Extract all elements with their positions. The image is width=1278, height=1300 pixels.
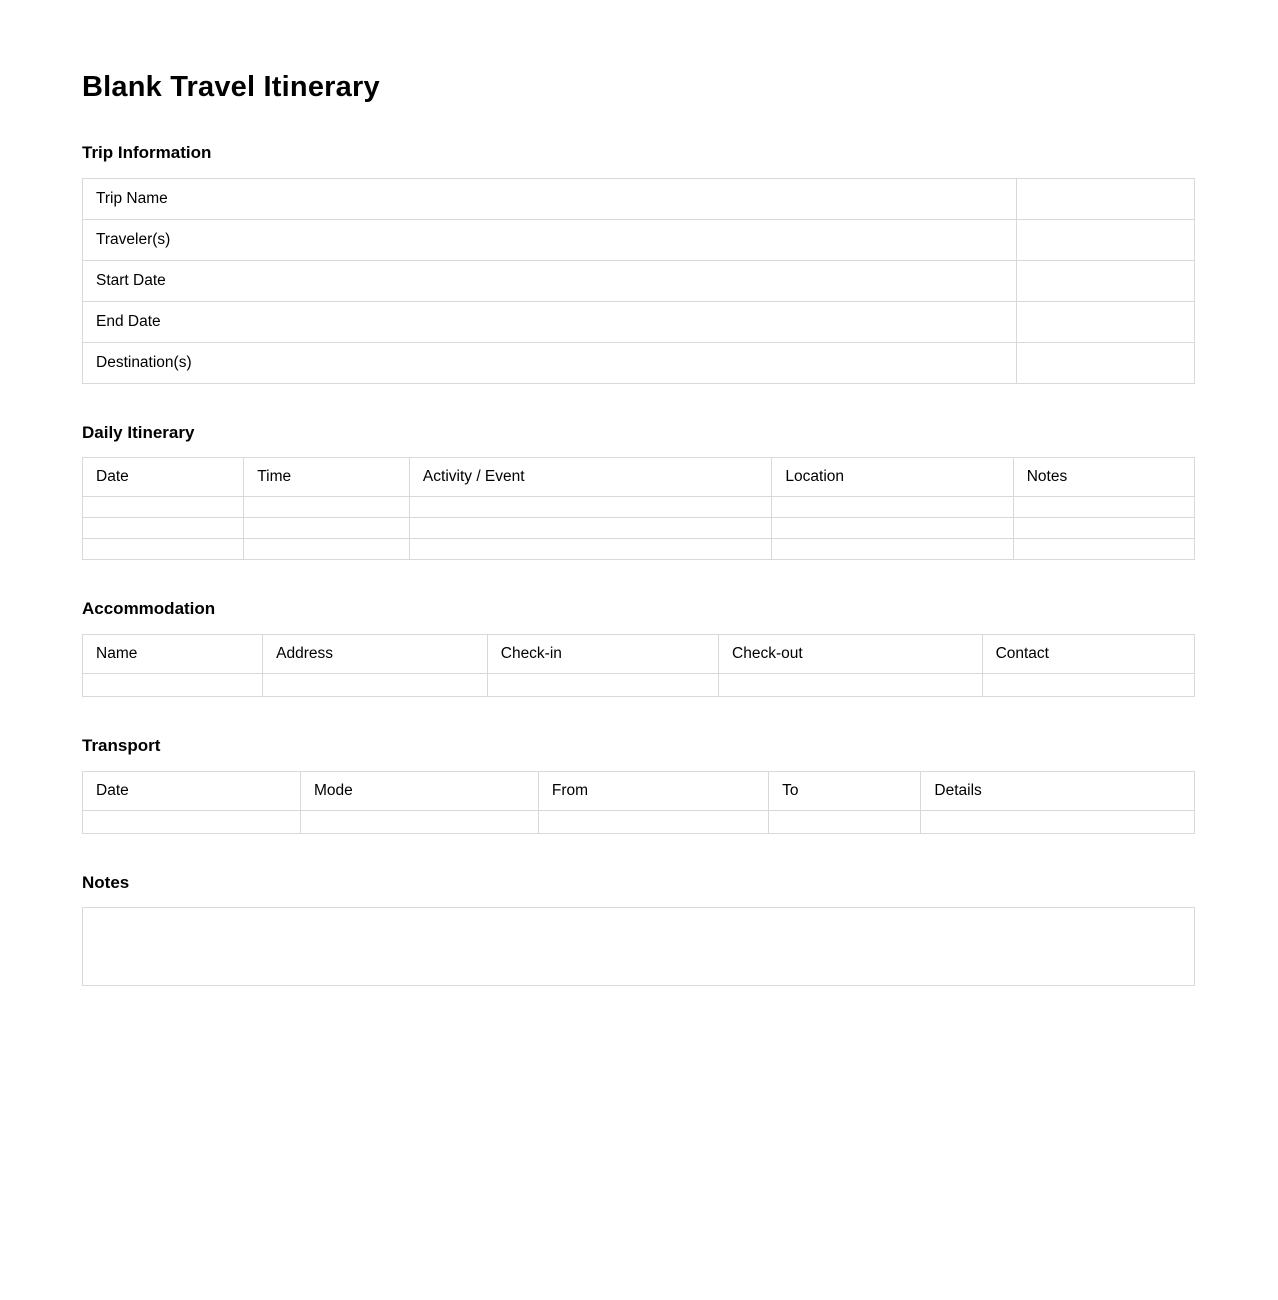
end-date-value-cell xyxy=(1017,301,1195,342)
column-header-details: Details xyxy=(921,771,1195,810)
notes-box xyxy=(82,907,1195,986)
empty-cell xyxy=(244,539,410,560)
column-header-date: Date xyxy=(83,771,301,810)
empty-cell xyxy=(83,518,244,539)
empty-cell xyxy=(409,539,772,560)
empty-cell xyxy=(263,673,488,696)
column-header-check-out: Check-out xyxy=(719,634,983,673)
start-date-value-cell xyxy=(1017,260,1195,301)
empty-cell xyxy=(772,539,1013,560)
travelers-label: Traveler(s) xyxy=(83,219,1017,260)
empty-cell xyxy=(772,497,1013,518)
start-date-label: Start Date xyxy=(83,260,1017,301)
table-row xyxy=(83,178,1195,219)
empty-cell xyxy=(982,673,1194,696)
column-header-mode: Mode xyxy=(300,771,538,810)
section-heading-trip-information: Trip Information xyxy=(82,142,212,162)
column-header-address: Address xyxy=(263,634,488,673)
section-heading-transport: Transport xyxy=(82,735,161,755)
end-date-label: End Date xyxy=(83,301,1017,342)
section-heading-daily-itinerary: Daily Itinerary xyxy=(82,422,195,442)
empty-table-row xyxy=(83,539,1195,560)
empty-cell xyxy=(244,497,410,518)
empty-table-row xyxy=(83,810,1195,833)
daily-itinerary-table xyxy=(82,457,1195,560)
column-header-time: Time xyxy=(244,458,410,497)
empty-table-row xyxy=(83,673,1195,696)
trip-name-label: Trip Name xyxy=(83,178,1017,219)
column-header-date: Date xyxy=(83,458,244,497)
trip-name-value-cell xyxy=(1017,178,1195,219)
destinations-value-cell xyxy=(1017,342,1195,383)
empty-cell xyxy=(300,810,538,833)
column-header-contact: Contact xyxy=(982,634,1194,673)
empty-cell xyxy=(409,497,772,518)
column-header-activity-event: Activity / Event xyxy=(409,458,772,497)
column-header-to: To xyxy=(769,771,921,810)
table-row xyxy=(83,301,1195,342)
table-row xyxy=(83,342,1195,383)
page-title: Blank Travel Itinerary xyxy=(82,71,380,103)
table-row xyxy=(83,260,1195,301)
empty-cell xyxy=(409,518,772,539)
empty-cell xyxy=(83,673,263,696)
table-header-row xyxy=(83,634,1195,673)
transport-table xyxy=(82,771,1195,834)
trip-information-table xyxy=(82,178,1195,384)
destinations-label: Destination(s) xyxy=(83,342,1017,383)
table-row xyxy=(83,219,1195,260)
empty-cell xyxy=(244,518,410,539)
empty-cell xyxy=(719,673,983,696)
empty-cell xyxy=(769,810,921,833)
column-header-location: Location xyxy=(772,458,1013,497)
column-header-from: From xyxy=(538,771,768,810)
empty-cell xyxy=(1013,518,1194,539)
empty-cell xyxy=(83,810,301,833)
table-header-row xyxy=(83,771,1195,810)
travelers-value-cell xyxy=(1017,219,1195,260)
empty-cell xyxy=(772,518,1013,539)
empty-cell xyxy=(1013,497,1194,518)
empty-cell xyxy=(83,539,244,560)
column-header-notes: Notes xyxy=(1013,458,1194,497)
accommodation-table xyxy=(82,634,1195,697)
section-heading-accommodation: Accommodation xyxy=(82,599,216,619)
empty-cell xyxy=(921,810,1195,833)
empty-cell xyxy=(538,810,768,833)
empty-table-row xyxy=(83,497,1195,518)
column-header-check-in: Check-in xyxy=(487,634,718,673)
section-heading-notes: Notes xyxy=(82,872,130,892)
empty-cell xyxy=(1013,539,1194,560)
table-header-row xyxy=(83,458,1195,497)
column-header-name: Name xyxy=(83,634,263,673)
empty-cell xyxy=(487,673,718,696)
empty-cell xyxy=(83,497,244,518)
empty-table-row xyxy=(83,518,1195,539)
